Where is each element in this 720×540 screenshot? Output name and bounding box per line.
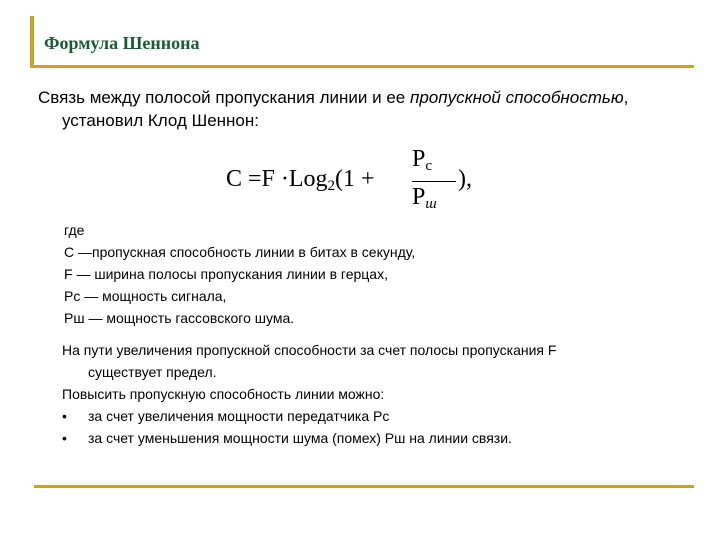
intro-paragraph [38,86,698,132]
intro-line-2: установил Клод Шеннон: [62,111,259,130]
legend-where: где [64,222,85,238]
formula-log-base: 2 [327,178,336,194]
notes-para-1: На пути увеличения пропускной способности за счет полосы пропускания F [62,342,557,358]
formula-denominator: $P_ш$ [412,184,437,212]
bullet-icon: • [62,430,67,446]
list-item-text: за счет уменьшения мощности шума (помех) Рш на линии связи. [88,430,512,446]
formula-open: (1 + [335,166,375,192]
list-item [62,427,556,449]
accent-line-top [30,65,694,68]
bullet-icon: • [62,408,67,424]
legend-item: С —пропускная способность линии в битах в секунду, [64,244,416,260]
formula-fraction-bar [412,181,456,182]
list-item-text: за счет увеличения мощности передатчика Рс [88,408,390,424]
legend-item: Рс — мощность сигнала, [64,288,227,304]
notes-para-1-cont: существует предел. [88,364,217,380]
intro-comma: , [623,88,629,107]
formula-legend [64,219,415,329]
legend-item: F — ширина полосы пропускания линии в герцах, [64,266,388,282]
slide-title: Формула Шеннона [44,33,200,53]
legend-item: Рш — мощность гассовского шума. [64,310,295,326]
notes-block [62,339,556,449]
formula-lhs: C =F ·Log$_2$(1 + [226,166,375,194]
intro-text: Связь между полосой пропускания линии и ее [38,88,410,107]
formula-close: ), [458,166,472,192]
intro-emphasis: пропускной способностью [409,88,624,107]
notes-para-2: Повысить пропускную способность линии можно: [62,386,385,402]
accent-bar-vertical [30,16,34,66]
list-item [62,405,556,427]
formula-numerator: $P_c$ [412,146,433,174]
accent-line-bottom [34,485,694,488]
